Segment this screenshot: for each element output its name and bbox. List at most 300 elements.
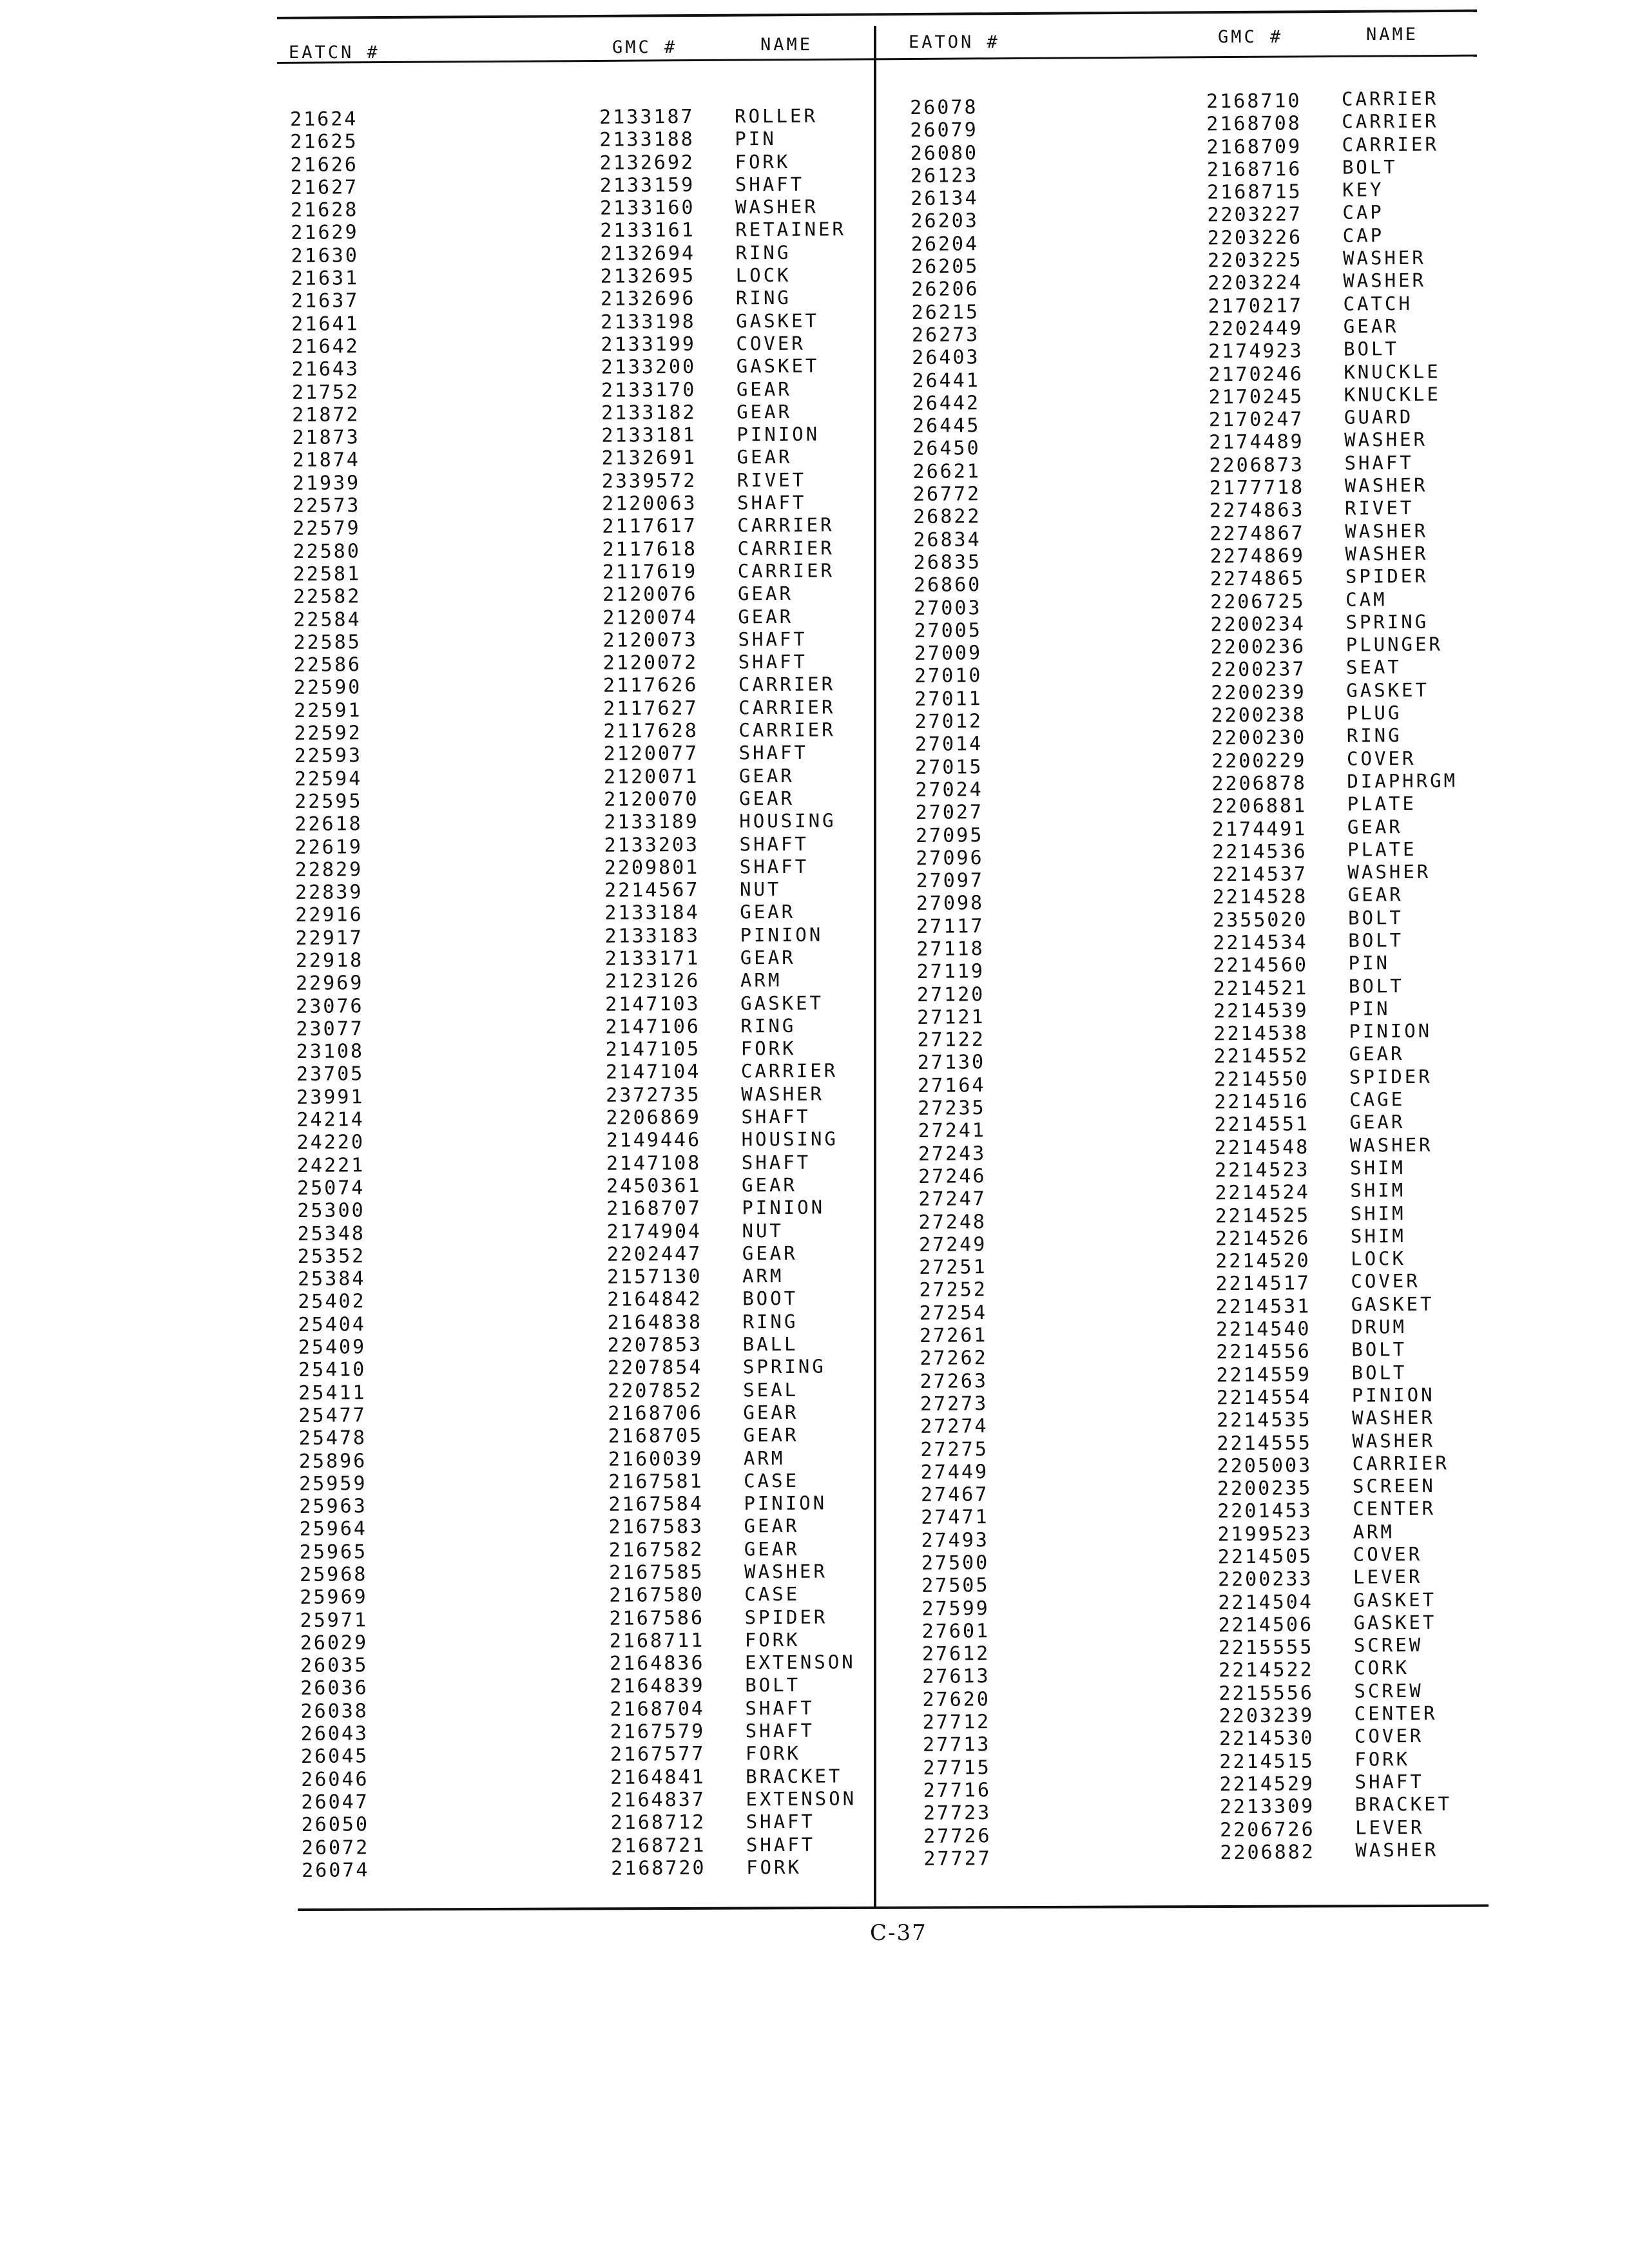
gmc-number: 2203224: [1208, 271, 1303, 295]
eaton-number: 25409: [298, 1336, 367, 1359]
eaton-number: 22918: [295, 949, 364, 972]
part-name: PINION: [742, 1196, 825, 1219]
gmc-number: 2167579: [610, 1720, 706, 1744]
gmc-number: 2274869: [1210, 544, 1306, 568]
gmc-number: 2214516: [1214, 1090, 1309, 1114]
eaton-number: 25402: [298, 1290, 366, 1314]
part-name: SHAFT: [739, 855, 809, 878]
gmc-number: 2170217: [1208, 294, 1304, 318]
eaton-number: 27027: [915, 801, 984, 825]
gmc-number: 2200229: [1211, 749, 1307, 773]
part-name: PLUNGER: [1345, 633, 1443, 656]
gmc-number: 2214521: [1213, 976, 1309, 1000]
part-name: BOLT: [745, 1674, 801, 1696]
eaton-number: 26043: [300, 1722, 369, 1746]
right-header-gmc: GMC #: [1218, 27, 1284, 47]
part-name: WASHER: [1352, 1429, 1436, 1452]
part-name: SPRING: [742, 1355, 826, 1378]
eaton-number: 27620: [922, 1687, 990, 1711]
eaton-number: 26403: [912, 346, 980, 370]
gmc-number: 2164841: [610, 1765, 706, 1789]
part-name: KNUCKLE: [1344, 383, 1441, 406]
part-name: WASHER: [1345, 542, 1429, 565]
eaton-number: 27096: [916, 846, 984, 870]
gmc-number: 2168712: [610, 1811, 706, 1835]
part-name: GEAR: [737, 400, 793, 423]
gmc-number: 2133198: [601, 310, 696, 334]
eaton-number: 27011: [914, 687, 983, 711]
gmc-number: 2214530: [1219, 1727, 1315, 1751]
part-name: CASE: [744, 1469, 800, 1492]
gmc-number: 2213309: [1219, 1795, 1315, 1819]
gmc-number: 2214540: [1215, 1318, 1311, 1341]
gmc-number: 2215556: [1219, 1681, 1315, 1706]
gmc-number: 2147105: [605, 1037, 701, 1061]
eaton-number: 26860: [913, 573, 982, 597]
part-name: LEVER: [1354, 1816, 1425, 1839]
gmc-number: 2214554: [1216, 1386, 1312, 1410]
gmc-number: 2214515: [1219, 1749, 1315, 1773]
gmc-number: 2214550: [1213, 1067, 1309, 1091]
gmc-number: 2147104: [605, 1061, 701, 1084]
eaton-number: 27243: [918, 1142, 987, 1166]
gmc-number: 2214559: [1216, 1363, 1312, 1387]
gmc-number: 2168709: [1206, 135, 1302, 159]
eaton-number: 27098: [916, 892, 985, 916]
part-name: CARRIER: [738, 673, 836, 696]
part-name: BOOT: [742, 1287, 798, 1310]
gmc-number: 2120074: [602, 606, 698, 629]
gmc-number: 2372735: [606, 1083, 701, 1107]
eaton-number: 27121: [917, 1006, 985, 1029]
eaton-number: 27130: [917, 1051, 986, 1075]
gmc-number: 2164836: [609, 1651, 705, 1675]
left-parts-list: [290, 104, 998, 1882]
eaton-number: 25348: [297, 1222, 366, 1245]
part-name: PINION: [737, 423, 820, 446]
part-name: GEAR: [743, 1401, 799, 1424]
gmc-number: 2199523: [1217, 1522, 1313, 1546]
eaton-number: 21752: [291, 380, 360, 404]
part-name: CARRIER: [738, 718, 836, 742]
part-name: ROLLER: [734, 104, 818, 128]
eaton-number: 25477: [298, 1404, 367, 1427]
gmc-number: 2132695: [600, 264, 696, 288]
part-name: PINION: [740, 923, 824, 947]
gmc-number: 2174923: [1208, 340, 1304, 363]
gmc-number: 2149446: [606, 1129, 702, 1153]
eaton-number: 27612: [921, 1642, 990, 1666]
gmc-number: 2203225: [1207, 249, 1303, 273]
eaton-number: 26442: [912, 392, 981, 415]
part-name: COVER: [1353, 1542, 1423, 1566]
part-name: PLATE: [1347, 793, 1417, 815]
part-name: CENTER: [1354, 1702, 1438, 1725]
eaton-number: 22917: [295, 926, 363, 950]
part-name: CARRIER: [1352, 1452, 1450, 1475]
left-header-eaton: EATCN #: [289, 43, 380, 62]
eaton-number: 27726: [923, 1824, 992, 1848]
eaton-number: 26445: [912, 414, 981, 438]
gmc-number: 2201453: [1217, 1499, 1313, 1523]
part-name: GEAR: [740, 946, 796, 969]
eaton-number: 21643: [291, 358, 360, 381]
eaton-number: 27122: [917, 1028, 985, 1052]
part-name: BOLT: [1351, 1361, 1407, 1384]
eaton-number: 22618: [294, 812, 363, 836]
part-name: CARRIER: [740, 1059, 838, 1082]
part-name: ARM: [740, 969, 782, 992]
gmc-number: 2205003: [1217, 1454, 1313, 1478]
gmc-number: 2214560: [1213, 954, 1309, 977]
eaton-number: 23076: [296, 994, 364, 1018]
gmc-number: 2168711: [609, 1629, 705, 1653]
gmc-number: 2214555: [1217, 1431, 1313, 1455]
part-name: RING: [740, 1014, 796, 1037]
part-name: PINION: [1351, 1383, 1435, 1407]
part-name: PLUG: [1346, 702, 1402, 724]
eaton-number: 26029: [300, 1631, 369, 1655]
gmc-number: 2147103: [605, 992, 700, 1016]
eaton-number: 27235: [918, 1097, 986, 1120]
gmc-number: 2206725: [1210, 590, 1306, 613]
gmc-number: 2117619: [602, 560, 698, 584]
part-name: RIVET: [1344, 497, 1414, 520]
eaton-number: 26123: [910, 164, 979, 187]
eaton-number: 27449: [920, 1460, 989, 1484]
part-name: BOLT: [1343, 338, 1400, 360]
eaton-number: 25352: [297, 1245, 366, 1268]
gmc-number: 2203226: [1207, 226, 1303, 250]
part-name: WASHER: [1355, 1838, 1439, 1861]
gmc-number: 2170247: [1208, 408, 1304, 432]
gmc-number: 2133187: [599, 105, 695, 129]
gmc-number: 2206881: [1211, 794, 1307, 818]
gmc-number: 2133170: [601, 378, 697, 402]
eaton-number: 22581: [293, 562, 361, 586]
part-name: BOLT: [1348, 974, 1404, 997]
part-name: BOLT: [1347, 906, 1404, 929]
eaton-number: 25404: [298, 1312, 366, 1336]
part-name: KEY: [1342, 178, 1384, 201]
part-name: SPIDER: [1349, 1065, 1432, 1088]
part-name: WASHER: [1347, 860, 1431, 883]
eaton-number: 27715: [923, 1756, 991, 1780]
gmc-number: 2200238: [1211, 704, 1307, 727]
eaton-number: 27262: [920, 1347, 988, 1370]
eaton-number: 27241: [918, 1119, 987, 1143]
page-number: C-37: [870, 1920, 927, 1946]
gmc-number: 2123126: [604, 970, 700, 994]
gmc-number: 2167577: [610, 1743, 706, 1767]
gmc-number: 2214539: [1213, 999, 1309, 1023]
part-name: WASHER: [744, 1560, 827, 1583]
part-name: WASHER: [1349, 1133, 1433, 1157]
gmc-number: 2133171: [604, 947, 700, 970]
eaton-number: 21629: [291, 221, 359, 245]
gmc-number: 2117626: [602, 674, 699, 698]
eaton-number: 22592: [294, 722, 362, 745]
eaton-number: 21872: [292, 403, 360, 427]
eaton-number: 27252: [919, 1278, 987, 1302]
gmc-number: 2120063: [601, 492, 697, 515]
part-name: BALL: [742, 1332, 798, 1356]
gmc-number: 2167584: [608, 1492, 704, 1516]
eaton-number: 27097: [916, 869, 985, 893]
gmc-number: 2133188: [599, 128, 695, 152]
gmc-number: 2164842: [607, 1288, 702, 1312]
gmc-number: 2160039: [608, 1447, 704, 1471]
eaton-number: 27024: [915, 778, 983, 802]
part-name: FORK: [744, 1628, 800, 1651]
eaton-number: 21873: [292, 426, 360, 450]
part-name: SHAFT: [746, 1810, 816, 1833]
gmc-number: 2167581: [608, 1470, 704, 1494]
gmc-number: 2177718: [1209, 476, 1305, 500]
part-name: GEAR: [1349, 1043, 1405, 1066]
gmc-number: 2214524: [1215, 1181, 1310, 1205]
eaton-number: 27599: [921, 1597, 990, 1620]
part-name: EXTENSON: [746, 1787, 857, 1811]
eaton-number: 24221: [296, 1153, 365, 1177]
eaton-number: 27467: [920, 1483, 989, 1507]
gmc-number: 2164837: [610, 1788, 706, 1812]
part-name: CARRIER: [1342, 110, 1439, 133]
eaton-number: 27249: [918, 1233, 987, 1256]
eaton-number: 22969: [295, 972, 364, 995]
part-name: PINION: [744, 1492, 827, 1515]
eaton-number: 25971: [300, 1608, 368, 1632]
part-name: COVER: [1351, 1270, 1420, 1293]
gmc-number: 2203239: [1219, 1704, 1315, 1728]
gmc-number: 2200233: [1217, 1568, 1313, 1591]
eaton-number: 27275: [920, 1437, 988, 1461]
part-name: GEAR: [740, 901, 796, 923]
gmc-number: 2339572: [601, 469, 697, 493]
part-name: NUT: [739, 878, 782, 901]
eaton-number: 22593: [294, 744, 363, 768]
eaton-number: 26134: [911, 187, 979, 211]
gmc-number: 2214523: [1214, 1158, 1310, 1182]
gmc-number: 2274863: [1209, 499, 1305, 523]
eaton-number: 21637: [291, 289, 360, 313]
eaton-number: 26078: [910, 96, 978, 119]
part-name: SHAFT: [737, 491, 807, 514]
eaton-number: 27254: [919, 1301, 988, 1325]
gmc-number: 2214534: [1213, 931, 1308, 955]
eaton-number: 26441: [912, 369, 980, 392]
gmc-number: 2214535: [1217, 1408, 1312, 1432]
part-name: SCREW: [1354, 1679, 1423, 1702]
top-rule: [277, 10, 1477, 19]
eaton-number: 21631: [291, 267, 360, 291]
gmc-number: 2168715: [1207, 180, 1302, 204]
part-name: GEAR: [744, 1537, 800, 1561]
gmc-number: 2206882: [1220, 1841, 1315, 1865]
gmc-number: 2132691: [601, 447, 697, 470]
gmc-number: 2200234: [1210, 613, 1306, 637]
gmc-number: 2157130: [606, 1265, 702, 1289]
part-name: BOLT: [1351, 1338, 1407, 1361]
part-name: SHAFT: [746, 1833, 816, 1856]
table-row: [923, 1838, 1619, 1870]
eaton-number: 27248: [918, 1210, 987, 1234]
part-name: PIN: [1348, 952, 1391, 974]
gmc-number: 2133159: [599, 173, 695, 197]
part-name: WASHER: [1351, 1406, 1436, 1429]
eaton-number: 27014: [914, 733, 983, 756]
part-name: KNUCKLE: [1344, 360, 1441, 383]
eaton-number: 27505: [921, 1574, 990, 1598]
eaton-number: 27015: [915, 755, 983, 779]
part-name: ARM: [742, 1265, 784, 1287]
gmc-number: 2147106: [605, 1015, 701, 1039]
eaton-number: 23991: [296, 1086, 365, 1109]
eaton-number: 26036: [300, 1677, 369, 1700]
gmc-number: 2168716: [1206, 158, 1302, 182]
part-name: SEAT: [1345, 656, 1402, 679]
part-name: SHAFT: [735, 173, 805, 196]
eaton-number: 25384: [297, 1267, 366, 1291]
part-name: SHIM: [1350, 1179, 1406, 1202]
eaton-number: 24220: [296, 1131, 365, 1155]
eaton-number: 26080: [910, 141, 979, 165]
gmc-number: 2214567: [604, 878, 700, 902]
gmc-number: 2120070: [604, 787, 699, 811]
gmc-number: 2167583: [608, 1515, 704, 1539]
part-name: GASKET: [736, 354, 820, 378]
gmc-number: 2133203: [604, 833, 700, 857]
eaton-number: 21627: [290, 176, 359, 199]
eaton-number: 26074: [302, 1859, 370, 1882]
gmc-number: 2200230: [1211, 726, 1307, 750]
part-name: CENTER: [1353, 1497, 1436, 1521]
part-name: GEAR: [737, 446, 793, 468]
gmc-number: 2202447: [606, 1242, 702, 1266]
part-name: SCREEN: [1352, 1474, 1436, 1497]
part-name: WASHER: [1344, 474, 1428, 497]
eaton-number: 25964: [299, 1517, 368, 1541]
gmc-number: 2147108: [606, 1151, 702, 1175]
gmc-number: 2207853: [607, 1333, 703, 1357]
eaton-number: 26047: [301, 1791, 369, 1814]
part-name: PLATE: [1347, 838, 1417, 861]
part-name: RIVET: [737, 468, 807, 492]
gmc-number: 2170245: [1208, 385, 1304, 409]
gmc-number: 2214522: [1219, 1658, 1314, 1682]
part-name: GEAR: [1347, 883, 1403, 907]
part-name: SHAFT: [745, 1696, 815, 1720]
eaton-number: 27613: [922, 1665, 990, 1689]
gmc-number: 2133181: [601, 423, 697, 447]
gmc-number: 2214551: [1214, 1113, 1310, 1137]
eaton-number: 26215: [911, 300, 980, 324]
eaton-number: 27723: [923, 1802, 992, 1825]
part-name: COVER: [736, 332, 805, 355]
part-name: GEAR: [738, 764, 795, 787]
gmc-number: 2274867: [1210, 521, 1305, 546]
gmc-number: 2117628: [603, 719, 699, 743]
eaton-number: 22586: [293, 653, 362, 677]
part-name: GEAR: [743, 1424, 799, 1446]
eaton-number: 22591: [294, 699, 362, 722]
gmc-number: 2168707: [606, 1197, 702, 1221]
gmc-number: 2168704: [610, 1697, 706, 1721]
eaton-number: 23077: [296, 1017, 364, 1041]
part-name: CORK: [1354, 1657, 1410, 1680]
eaton-number: 23705: [296, 1062, 365, 1086]
gmc-number: 2214517: [1215, 1272, 1311, 1296]
gmc-number: 2168705: [608, 1425, 704, 1448]
eaton-number: 26045: [300, 1745, 369, 1769]
eaton-number: 21642: [291, 335, 360, 358]
gmc-number: 2170246: [1208, 362, 1304, 386]
gmc-number: 2167585: [608, 1561, 704, 1584]
gmc-number: 2133200: [601, 356, 697, 380]
part-name: GASKET: [736, 309, 820, 332]
part-name: GEAR: [1343, 315, 1399, 338]
part-name: CARRIER: [1342, 133, 1439, 156]
gmc-number: 2133160: [599, 197, 695, 220]
part-name: RING: [1346, 724, 1402, 747]
gmc-number: 2215555: [1218, 1636, 1314, 1660]
part-name: GASKET: [1353, 1588, 1437, 1611]
part-name: PIN: [1349, 997, 1391, 1020]
gmc-number: 2133161: [600, 219, 695, 243]
eaton-number: 22585: [293, 631, 361, 654]
gmc-number: 2167582: [608, 1538, 704, 1562]
eaton-number: 27716: [923, 1779, 992, 1802]
eaton-number: 21939: [292, 472, 361, 495]
eaton-number: 24214: [296, 1108, 365, 1132]
table-row: [302, 1855, 998, 1882]
part-name: PIN: [735, 128, 776, 150]
eaton-number: 21628: [290, 198, 359, 222]
part-name: ARM: [1353, 1520, 1395, 1543]
part-name: COVER: [1346, 747, 1416, 770]
part-name: ARM: [743, 1446, 786, 1469]
eaton-number: 26273: [911, 323, 980, 347]
eaton-number: 26834: [913, 528, 981, 552]
eaton-number: 26205: [911, 255, 979, 279]
part-name: GASKET: [1346, 678, 1430, 702]
part-name: SHAFT: [738, 742, 809, 764]
eaton-number: 27500: [921, 1552, 990, 1575]
gmc-number: 2214552: [1213, 1044, 1309, 1068]
eaton-number: 27713: [922, 1733, 991, 1757]
eaton-number: 25963: [299, 1495, 367, 1519]
eaton-number: 22594: [294, 767, 363, 791]
eaton-number: 27120: [916, 983, 985, 1006]
eaton-number: 27601: [921, 1619, 990, 1643]
part-name: SCREW: [1353, 1634, 1423, 1657]
part-name: GASKET: [740, 992, 824, 1014]
part-name: SHAFT: [745, 1719, 815, 1742]
gmc-number: 2132692: [599, 151, 695, 175]
eaton-number: 22582: [293, 585, 361, 609]
gmc-number: 2132696: [600, 287, 696, 311]
part-name: GUARD: [1344, 406, 1414, 428]
part-name: BOLT: [1348, 929, 1404, 952]
gmc-number: 2133182: [601, 401, 697, 425]
gmc-number: 2133189: [604, 811, 699, 834]
eaton-number: 27009: [914, 642, 983, 666]
part-name: CARRIER: [737, 559, 835, 582]
eaton-number: 25969: [300, 1586, 368, 1610]
eaton-number: 22579: [293, 517, 361, 541]
gmc-number: 2167580: [609, 1584, 704, 1608]
part-name: BRACKET: [746, 1765, 843, 1788]
